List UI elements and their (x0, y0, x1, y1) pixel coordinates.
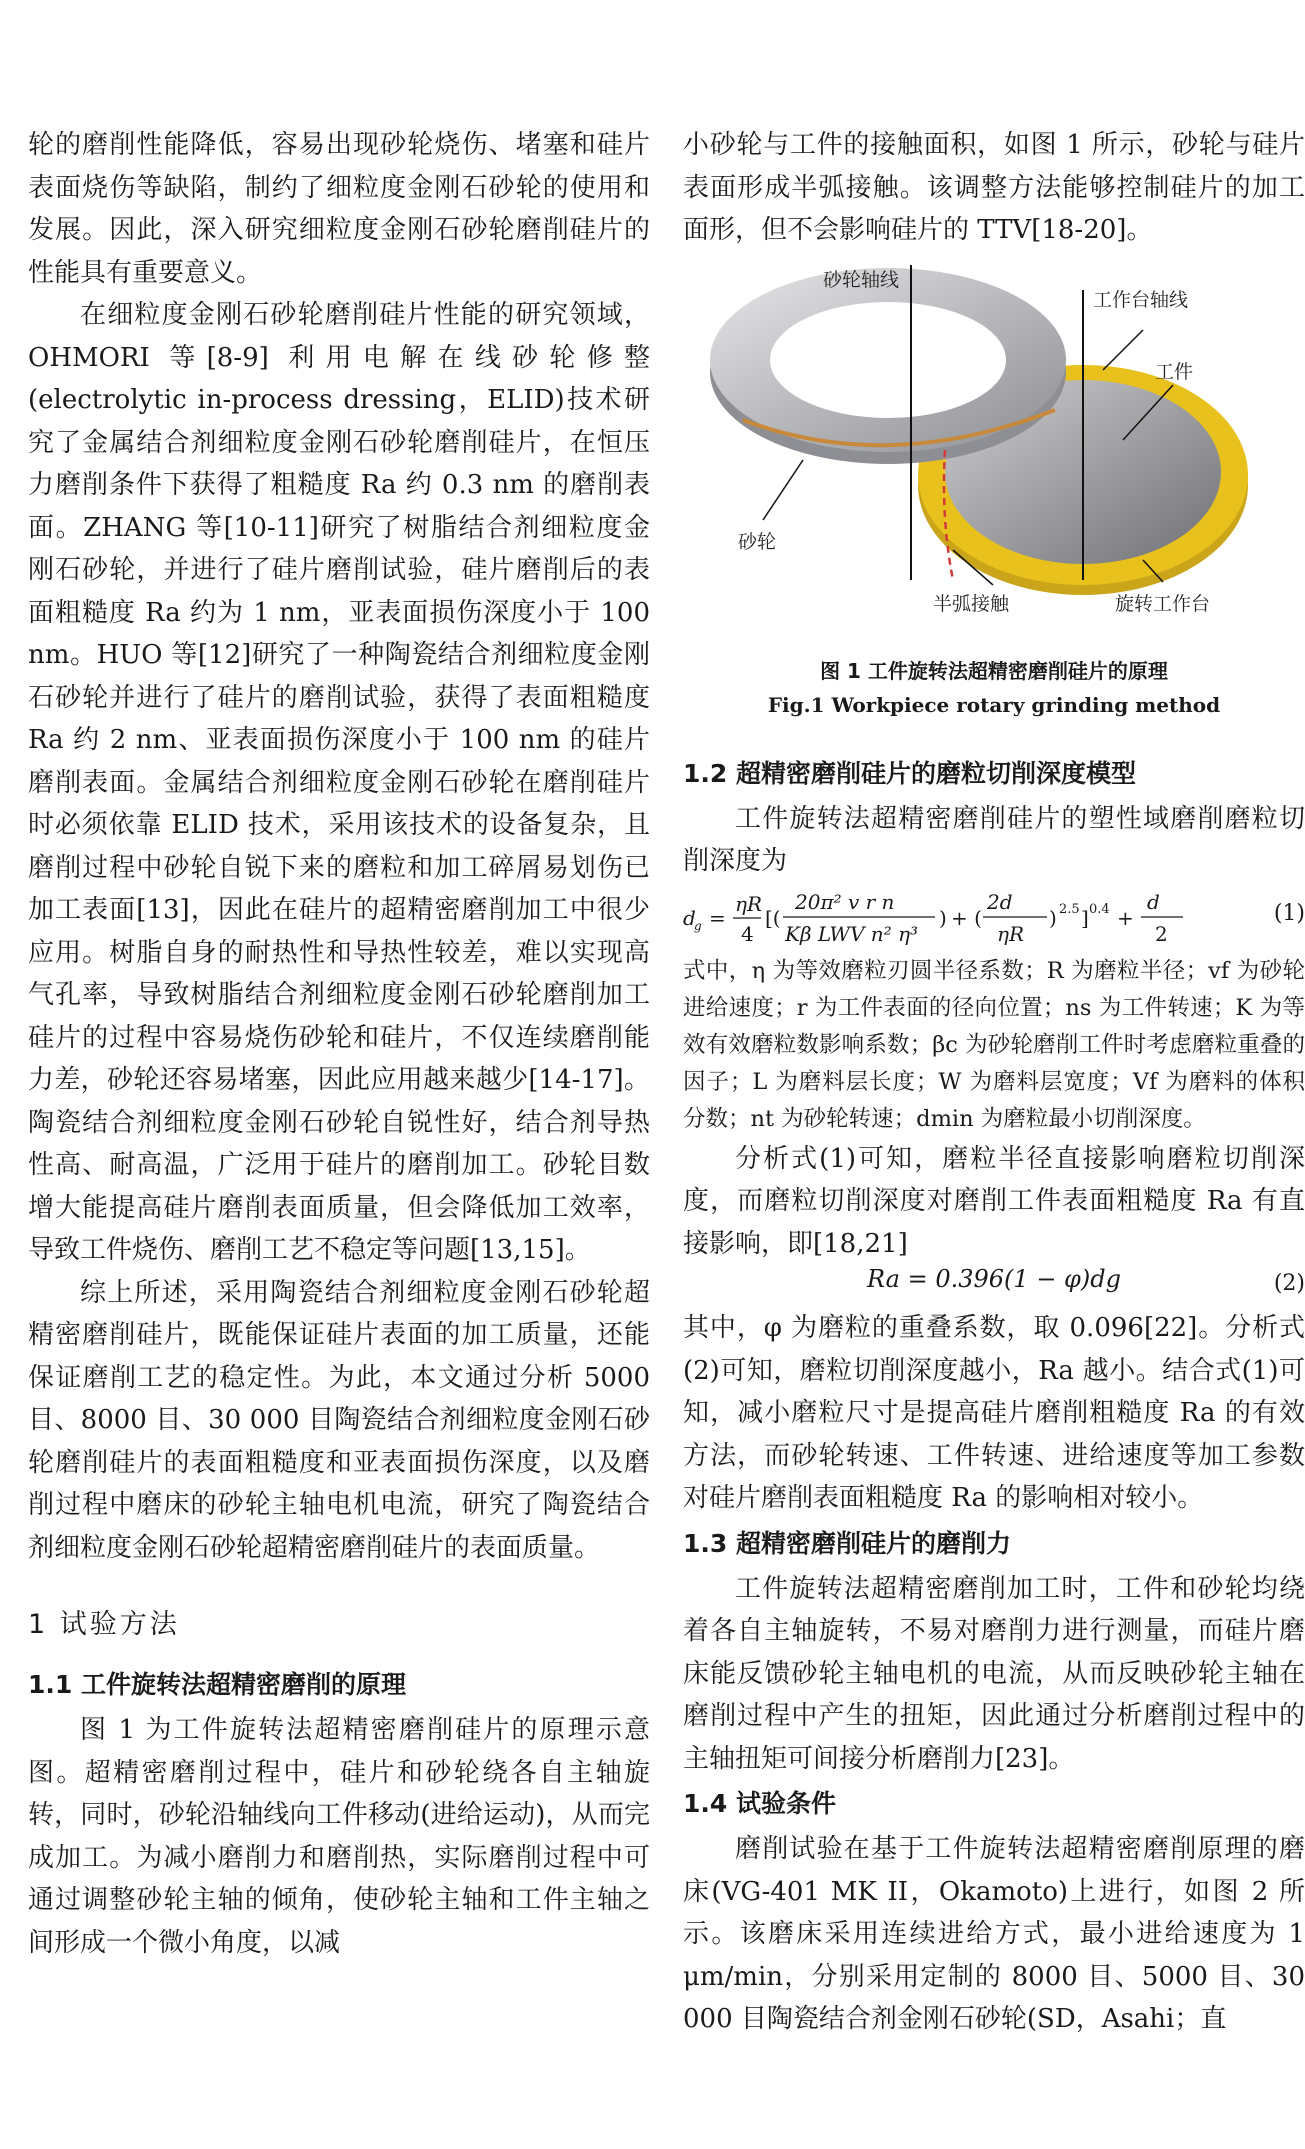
left-paragraph-2: 在细粒度金刚石砂轮磨削硅片性能的研究领域，OHMORI 等[8-9] 利用电解在线砂轮修整(electrolytic in-process dressing，ELID)技术研究了金属结合剂细粒度金刚石砂轮磨削硅片，在恒压力磨削条件下获得了粗糙度 Ra 约 0.3 nm 的磨削表面。ZHANG 等[10-11]研究了树脂结合剂细粒度金刚石砂轮，并进行了硅片磨削试验，硅片磨削后的表面粗糙度 Ra 约为 1 nm，亚表面损伤深度小于 100 nm。HUO 等[12]研究了一种陶瓷结合剂细粒度金刚石砂轮并进行了硅片的磨削试验，获得了表面粗糙度 Ra 约 2 nm、亚表面损伤深度小于 100 nm 的硅片磨削表面。金属结合剂细粒度金刚石砂轮在磨削硅片时必须依靠 ELID 技术，采用该技术的设备复杂，且磨削过程中砂轮自锐下来的磨粒和加工碎屑易划伤已加工表面[13]，因此在硅片的超精密磨削加工中很少应用。树脂自身的耐热性和导热性较差，难以实现高气孔率，导致树脂结合剂细粒度金刚石砂轮磨削加工硅片的过程中容易烧伤砂轮和硅片，不仅连续磨削能力差，砂轮还容易堵塞，因此应用越来越少[14-17]。陶瓷结合剂细粒度金刚石砂轮自锐性好，结合剂导热性高、耐高温，广泛用于硅片的磨削加工。砂轮目数增大能提高硅片磨削表面质量，但会降低加工效率，导致工件烧伤、磨削工艺不稳定等问题[13,15]。 (28, 300, 650, 1265)
svg-text:2d: 2d (987, 889, 1013, 914)
svg-text:]: ] (1081, 905, 1089, 930)
svg-text:g: g (694, 918, 702, 933)
svg-text:[(: [( (765, 905, 781, 930)
left-paragraph-4: 图 1 为工件旋转法超精密磨削硅片的原理示意图。超精密磨削过程中，硅片和砂轮绕各自主轴旋转，同时，砂轮沿轴线向工件移动(进给运动)，从而完成加工。为减小磨削力和磨削热，实际磨削过程中可通过调整砂轮主轴的倾角，使砂轮主轴和工件主轴之间形成一个微小角度，以减 (28, 1715, 650, 1958)
label-wheel: 砂轮 (738, 530, 777, 553)
equation-1-number: (1) (1273, 900, 1305, 926)
svg-text:Kβ LWV n² η³: Kβ LWV n² η³ (785, 921, 919, 946)
svg-text:2.5: 2.5 (1059, 901, 1080, 917)
left-column (28, 124, 650, 1964)
equation-2 (683, 1265, 1305, 1307)
section-1-3-heading: 1.3 超精密磨削硅片的磨削力 (683, 1528, 1011, 1558)
svg-text:): ) (1049, 905, 1057, 930)
section-1-1-heading: 1.1 工件旋转法超精密磨削的原理 (28, 1670, 406, 1699)
figure-1 (683, 260, 1305, 750)
svg-text:ηR: ηR (735, 891, 763, 916)
equation-1 (683, 883, 1305, 953)
svg-text:20π² v r n: 20π² v r n (795, 889, 895, 914)
right-paragraph-5: 其中，φ 为磨粒的重叠系数，取 0.096[22]。分析式(2)可知，磨粒切削深度越小，Ra 越小。结合式(1)可知，减小磨粒尺寸是提高硅片磨削粗糙度 Ra 的有效方法，而砂轮转速、工件转速、进给速度等加工参数对硅片磨削表面粗糙度 Ra 的影响相对较小。 (683, 1313, 1305, 1513)
label-table-axis: 工作台轴线 (1093, 288, 1189, 311)
svg-text:d: d (683, 905, 696, 930)
figure-1-caption-cn: 图 1 工件旋转法超精密磨削硅片的原理 (820, 658, 1168, 683)
equation-1-formula (683, 883, 1243, 953)
section-1-2-heading: 1.2 超精密磨削硅片的磨粒切削深度模型 (683, 758, 1136, 788)
left-paragraph-1: 轮的磨削性能降低，容易出现砂轮烧伤、堵塞和硅片表面烧伤等缺陷，制约了细粒度金刚石砂轮的使用和发展。因此，深入研究细粒度金刚石砂轮磨削硅片的性能具有重要意义。 (28, 130, 650, 288)
svg-text:=: = (709, 905, 726, 930)
svg-text:0.4: 0.4 (1089, 901, 1110, 917)
svg-text:): ) (939, 905, 947, 930)
svg-text:+: + (1117, 905, 1134, 930)
label-rotary-table: 旋转工作台 (1115, 592, 1211, 615)
right-paragraph-6: 工件旋转法超精密磨削加工时，工件和砂轮均绕着各自主轴旋转，不易对磨削力进行测量，而硅片磨床能反馈砂轮主轴电机的电流，从而反映砂轮主轴在磨削过程中产生的扭矩，因此通过分析磨削过程中的主轴扭矩可间接分析磨削力[23]。 (683, 1573, 1305, 1774)
right-column (683, 124, 1305, 2041)
label-wheel-axis: 砂轮轴线 (823, 268, 900, 291)
right-paragraph-1: 小砂轮与工件的接触面积，如图 1 所示，砂轮与硅片表面形成半弧接触。该调整方法能够控制硅片的加工面形，但不会影响硅片的 TTV[18-20]。 (683, 130, 1305, 245)
right-paragraph-7: 磨削试验在基于工件旋转法超精密磨削原理的磨床(VG-401 MK II，Okamoto)上进行，如图 2 所示。该磨床采用连续进给方式，最小进给速度为 1 μm/min，分别采用定制的 8000 目、5000 目、30 000 目陶瓷结合剂金刚石砂轮(SD，Asahi；直 (683, 1834, 1305, 2034)
svg-text:2: 2 (1155, 921, 1168, 946)
label-half-arc: 半弧接触 (933, 592, 1010, 615)
figure-1-diagram (683, 260, 1305, 650)
section-1-heading: 1 试验方法 (28, 1609, 180, 1640)
svg-text:d: d (1147, 889, 1160, 914)
label-workpiece: 工件 (1155, 360, 1194, 383)
equation-2-number: (2) (1273, 1271, 1305, 1296)
figure-1-caption-en: Fig.1 Workpiece rotary grinding method (767, 692, 1221, 717)
svg-text:+ (: + ( (951, 905, 982, 930)
svg-text:4: 4 (741, 921, 754, 946)
right-paragraph-3: 式中，η 为等效磨粒刃圆半径系数；R 为磨粒半径；vf 为砂轮进给速度；r 为工件表面的径向位置；ns 为工件转速；K 为等效有效磨粒数影响系数；βc 为砂轮磨削工件时考虑磨粒重叠的因子；L 为磨料层长度；W 为磨料层宽度；Vf 为磨料的体积分数；nt 为砂轮转速；dmin 为磨粒最小切削深度。 (683, 957, 1305, 1132)
right-paragraph-2: 工件旋转法超精密磨削硅片的塑性域磨削磨粒切削深度为 (683, 803, 1305, 876)
svg-text:ηR: ηR (997, 921, 1025, 946)
equation-2-formula: Ra = 0.396(1 − φ)dg (867, 1265, 1121, 1293)
section-1-4-heading: 1.4 试验条件 (683, 1789, 836, 1818)
left-paragraph-3: 综上所述，采用陶瓷结合剂细粒度金刚石砂轮超精密磨削硅片，既能保证硅片表面的加工质量，还能保证磨削工艺的稳定性。为此，本文通过分析 5000 目、8000 目、30 000 目陶瓷结合剂细粒度金刚石砂轮磨削硅片的表面粗糙度和亚表面损伤深度，以及磨削过程中磨床的砂轮主轴电机电流，研究了陶瓷结合剂细粒度金刚石砂轮超精密磨削硅片的表面质量。 (28, 1277, 650, 1563)
right-paragraph-4: 分析式(1)可知，磨粒半径直接影响磨粒切削深度，而磨粒切削深度对磨削工件表面粗糙度 Ra 有直接影响，即[18,21] (683, 1143, 1305, 1259)
